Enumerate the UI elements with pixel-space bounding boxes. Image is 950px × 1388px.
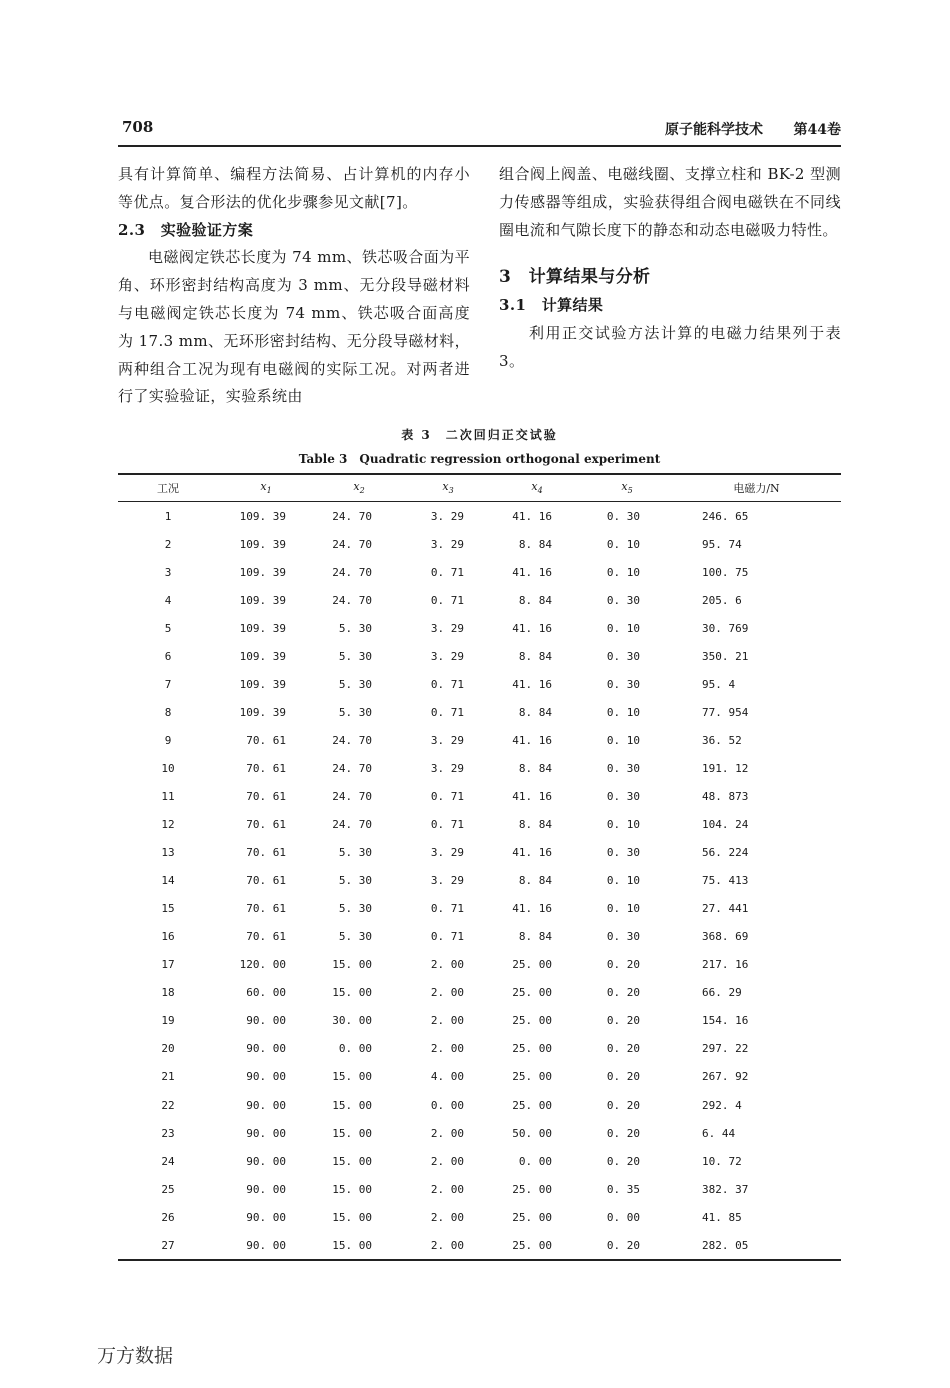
table-cell: 25 xyxy=(161,1182,175,1196)
table-cell: 0. 71 xyxy=(430,565,464,579)
table-cell: 0. 10 xyxy=(606,874,640,888)
table-cell: 246. 65 xyxy=(702,509,749,523)
table-cell: 6 xyxy=(164,649,172,663)
table-cell: 8. 84 xyxy=(518,874,552,888)
table-cell: 70. 61 xyxy=(246,874,286,888)
table-row xyxy=(118,698,841,726)
table-cell: 267. 92 xyxy=(702,1070,749,1084)
table-cell: 25. 00 xyxy=(512,1210,552,1224)
table-row xyxy=(118,839,841,867)
table-cell: 10 xyxy=(161,761,175,775)
table-cell: 25. 00 xyxy=(512,958,552,972)
column-header: 工况 xyxy=(118,474,218,502)
table-cell: 30. 769 xyxy=(702,621,749,635)
table-row xyxy=(118,1063,841,1091)
table-cell: 0. 71 xyxy=(430,677,464,691)
table-cell: 109. 39 xyxy=(239,593,286,607)
table-cell: 95. 4 xyxy=(702,677,736,691)
table-cell: 5. 30 xyxy=(338,649,372,663)
table-cell: 0. 71 xyxy=(430,789,464,803)
table-row xyxy=(118,1231,841,1260)
table-cell: 5. 30 xyxy=(338,930,372,944)
table-cell: 3. 29 xyxy=(430,733,464,747)
table-cell: 70. 61 xyxy=(246,846,286,860)
table-row xyxy=(118,670,841,698)
table-cell: 15. 00 xyxy=(332,1070,372,1084)
table-cell: 5. 30 xyxy=(338,846,372,860)
table-cell: 104. 24 xyxy=(702,818,749,832)
table-cell: 90. 00 xyxy=(218,1231,314,1260)
table-cell: 2. 00 xyxy=(430,986,464,1000)
table-cell: 50. 00 xyxy=(512,1126,552,1140)
table-cell: 109. 39 xyxy=(239,565,286,579)
table-cell: 0. 71 xyxy=(430,705,464,719)
table-cell: 24. 70 xyxy=(332,733,372,747)
table-row xyxy=(118,867,841,895)
table-cell: 8. 84 xyxy=(518,537,552,551)
table-cell: 41. 16 xyxy=(512,846,552,860)
table-cell: 41. 16 xyxy=(512,733,552,747)
table-cell: 11 xyxy=(161,789,175,803)
table-row xyxy=(118,951,841,979)
table-cell: 41. 16 xyxy=(512,902,552,916)
header-rule xyxy=(118,145,841,147)
paragraph: 组合阀上阀盖、电磁线圈、支撑立柱和 BK-2 型测力传感器等组成，实验获得组合阀电磁铁在不同线圈电流和气隙长度下的静态和动态电磁吸力特性。 xyxy=(499,165,841,239)
table-cell: 90. 00 xyxy=(246,1154,286,1168)
table-cell: 100. 75 xyxy=(702,565,749,579)
column-header: $x_1$ xyxy=(218,474,314,502)
table-cell: 90. 00 xyxy=(246,1182,286,1196)
table-cell: 0. 20 xyxy=(606,1154,640,1168)
table-cell: 4 xyxy=(164,593,172,607)
table-cell: 70. 61 xyxy=(246,733,286,747)
section-heading-3-1: 3.1 计算结果 xyxy=(499,296,604,315)
table-cell: 2. 00 xyxy=(430,1210,464,1224)
table-cell: 25. 00 xyxy=(512,1182,552,1196)
table-cell: 25. 00 xyxy=(512,986,552,1000)
table-cell: 75. 413 xyxy=(702,874,749,888)
table-cell: 0. 10 xyxy=(606,733,640,747)
table-cell: 109. 39 xyxy=(239,705,286,719)
table-cell: 3. 29 xyxy=(430,761,464,775)
column-header: $x_4$ xyxy=(492,474,582,502)
table-cell: 5. 30 xyxy=(338,621,372,635)
table-cell: 0. 30 xyxy=(606,649,640,663)
data-table xyxy=(118,473,841,1261)
section-heading-2-3: 2.3 实验验证方案 xyxy=(118,220,254,239)
table-cell: 8. 84 xyxy=(518,761,552,775)
table-cell: 25. 00 xyxy=(512,1070,552,1084)
table-row xyxy=(118,614,841,642)
table-row xyxy=(118,754,841,782)
table-row xyxy=(118,726,841,754)
table-cell: 0. 30 xyxy=(606,677,640,691)
table-row xyxy=(118,1175,841,1203)
table-cell: 2 xyxy=(164,537,172,551)
table-cell: 0. 30 xyxy=(606,846,640,860)
table-cell: 24. 70 xyxy=(332,509,372,523)
table-cell: 0. 20 xyxy=(606,1014,640,1028)
table-cell: 70. 61 xyxy=(246,902,286,916)
table-row xyxy=(118,642,841,670)
table-cell: 8. 84 xyxy=(518,705,552,719)
table-cell: 25. 00 xyxy=(512,1098,552,1112)
table-cell: 70. 61 xyxy=(246,789,286,803)
column-header: $x_5$ xyxy=(582,474,672,502)
table-cell: 12 xyxy=(161,818,175,832)
table-cell: 0. 71 xyxy=(430,930,464,944)
table-cell: 21 xyxy=(161,1070,175,1084)
table-cell: 15. 00 xyxy=(332,1098,372,1112)
table-cell: 16 xyxy=(161,930,175,944)
table-row xyxy=(118,1007,841,1035)
table-cell: 0. 30 xyxy=(606,593,640,607)
table-cell: 70. 61 xyxy=(246,930,286,944)
table-cell: 5. 30 xyxy=(338,677,372,691)
table-cell: 41. 16 xyxy=(512,621,552,635)
table-cell: 41. 16 xyxy=(512,789,552,803)
table-row xyxy=(118,895,841,923)
table-cell: 0. 10 xyxy=(606,705,640,719)
table-cell: 5. 30 xyxy=(338,874,372,888)
table-cell: 24. 70 xyxy=(332,565,372,579)
table-cell: 8. 84 xyxy=(518,818,552,832)
table-cell: 15. 00 xyxy=(332,1210,372,1224)
table-cell: 22 xyxy=(161,1098,175,1112)
table-cell: 2. 00 xyxy=(430,1126,464,1140)
table-cell: 2. 00 xyxy=(430,1042,464,1056)
table-cell: 120. 00 xyxy=(239,958,286,972)
table-cell: 60. 00 xyxy=(246,986,286,1000)
table-cell: 15. 00 xyxy=(332,1182,372,1196)
table-cell: 0. 20 xyxy=(582,1231,672,1260)
table-cell: 5 xyxy=(164,621,172,635)
table-cell: 41. 16 xyxy=(512,509,552,523)
table-cell: 0. 20 xyxy=(606,1126,640,1140)
table-cell: 0. 10 xyxy=(606,621,640,635)
table-cell: 7 xyxy=(164,677,172,691)
table-cell: 0. 30 xyxy=(606,930,640,944)
table-cell: 90. 00 xyxy=(246,1126,286,1140)
table-cell: 24 xyxy=(161,1154,175,1168)
table-cell: 282. 05 xyxy=(672,1231,841,1260)
table-row xyxy=(118,1119,841,1147)
table-cell: 90. 00 xyxy=(246,1014,286,1028)
table-cell: 90. 00 xyxy=(246,1210,286,1224)
table-cell: 90. 00 xyxy=(246,1070,286,1084)
table-row xyxy=(118,530,841,558)
table-cell: 70. 61 xyxy=(246,761,286,775)
table-row xyxy=(118,979,841,1007)
table-cell: 10. 72 xyxy=(702,1154,742,1168)
table-cell: 23 xyxy=(161,1126,175,1140)
table-cell: 41. 16 xyxy=(512,677,552,691)
table-cell: 15. 00 xyxy=(314,1231,404,1260)
table-cell: 19 xyxy=(161,1014,175,1028)
table-cell: 24. 70 xyxy=(332,537,372,551)
table-cell: 2. 00 xyxy=(430,1154,464,1168)
table-cell: 0. 00 xyxy=(518,1154,552,1168)
table-cell: 6. 44 xyxy=(702,1126,736,1140)
table-cell: 0. 71 xyxy=(430,593,464,607)
table-cell: 15. 00 xyxy=(332,1126,372,1140)
table-cell: 14 xyxy=(161,874,175,888)
table-cell: 17 xyxy=(161,958,175,972)
table-cell: 5. 30 xyxy=(338,902,372,916)
table-cell: 27. 441 xyxy=(702,902,749,916)
table-cell: 8. 84 xyxy=(518,649,552,663)
table-cell: 205. 6 xyxy=(702,593,742,607)
table-cell: 8. 84 xyxy=(518,930,552,944)
table-cell: 0. 10 xyxy=(606,902,640,916)
table-cell: 66. 29 xyxy=(702,986,742,1000)
table-cell: 8 xyxy=(164,705,172,719)
column-header: $x_2$ xyxy=(314,474,404,502)
table-cell: 20 xyxy=(161,1042,175,1056)
column-header: 电磁力/N xyxy=(672,474,841,502)
table-cell: 24. 70 xyxy=(332,761,372,775)
table-cell: 2. 00 xyxy=(430,1014,464,1028)
table-cell: 25. 00 xyxy=(492,1231,582,1260)
table-cell: 0. 10 xyxy=(606,818,640,832)
running-header xyxy=(118,118,841,140)
table-cell: 3. 29 xyxy=(430,846,464,860)
table-cell: 2. 00 xyxy=(430,958,464,972)
table-cell: 154. 16 xyxy=(702,1014,749,1028)
column-header: $x_3$ xyxy=(404,474,492,502)
table-cell: 0. 71 xyxy=(430,818,464,832)
table-cell: 95. 74 xyxy=(702,537,742,551)
watermark: 万方数据 xyxy=(97,1345,174,1367)
table-cell: 217. 16 xyxy=(702,958,749,972)
table-cell: 109. 39 xyxy=(239,509,286,523)
table-cell: 109. 39 xyxy=(239,621,286,635)
table-cell: 350. 21 xyxy=(702,649,749,663)
table-cell: 0. 71 xyxy=(430,902,464,916)
section-heading-3: 3 计算结果与分析 xyxy=(499,267,651,288)
table-row xyxy=(118,1147,841,1175)
page-number: 708 xyxy=(122,118,154,136)
table-cell: 15. 00 xyxy=(332,986,372,1000)
paragraph: 电磁阀定铁芯长度为 74 mm、铁芯吸合面为平角、环形密封结构高度为 3 mm、无分段导磁材料与电磁阀定铁芯长度为 74 mm、铁芯吸合面高度为 17.3 mm、无环形密封结构、无分段导磁材料，两种组合工况为现有电磁阀的实际工况。对两者进行了实验验证，实验系统由 xyxy=(118,248,470,406)
table-header-row xyxy=(118,474,841,502)
table-cell: 1 xyxy=(164,509,172,523)
table-caption-zh: 表 3 二次回归正交试验 xyxy=(401,428,558,442)
table-cell: 30. 00 xyxy=(332,1014,372,1028)
table-cell: 18 xyxy=(161,986,175,1000)
table-cell: 15. 00 xyxy=(332,958,372,972)
table-cell: 109. 39 xyxy=(239,677,286,691)
table-cell: 27 xyxy=(118,1231,218,1260)
table-row xyxy=(118,782,841,810)
table-cell: 3. 29 xyxy=(430,874,464,888)
table-cell: 0. 00 xyxy=(606,1210,640,1224)
table-cell: 13 xyxy=(161,846,175,860)
table-cell: 0. 20 xyxy=(606,986,640,1000)
table-row xyxy=(118,502,841,531)
table-cell: 368. 69 xyxy=(702,930,749,944)
table-cell: 0. 20 xyxy=(606,958,640,972)
table-cell: 0. 35 xyxy=(606,1182,640,1196)
table-cell: 41. 85 xyxy=(702,1210,742,1224)
table-cell: 26 xyxy=(161,1210,175,1224)
table-cell: 25. 00 xyxy=(512,1042,552,1056)
journal-volume: 第44卷 xyxy=(793,122,841,138)
table-row xyxy=(118,1091,841,1119)
table-cell: 0. 00 xyxy=(430,1098,464,1112)
table-cell: 0. 00 xyxy=(338,1042,372,1056)
table-cell: 41. 16 xyxy=(512,565,552,579)
paragraph: 具有计算简单、编程方法简易、占计算机的内存小等优点。复合形法的优化步骤参见文献[7]。 xyxy=(118,165,470,211)
table-cell: 56. 224 xyxy=(702,846,749,860)
table-cell: 0. 30 xyxy=(606,761,640,775)
table-cell: 77. 954 xyxy=(702,705,749,719)
table-cell: 0. 20 xyxy=(606,1070,640,1084)
table-cell: 3. 29 xyxy=(430,649,464,663)
table-row xyxy=(118,1203,841,1231)
journal-name: 原子能科学技术 xyxy=(665,122,763,138)
table-cell: 109. 39 xyxy=(239,649,286,663)
table-cell: 5. 30 xyxy=(338,705,372,719)
table-cell: 2. 00 xyxy=(404,1231,492,1260)
table-cell: 70. 61 xyxy=(246,818,286,832)
left-column xyxy=(118,161,470,411)
table-cell: 0. 30 xyxy=(606,789,640,803)
table-row xyxy=(118,1035,841,1063)
table-cell: 90. 00 xyxy=(246,1098,286,1112)
table-cell: 0. 20 xyxy=(606,1042,640,1056)
table-cell: 297. 22 xyxy=(702,1042,749,1056)
table-cell: 24. 70 xyxy=(332,789,372,803)
table-cell: 0. 20 xyxy=(606,1098,640,1112)
table-cell: 3. 29 xyxy=(430,509,464,523)
table-caption-en: Table 3 Quadratic regression orthogonal experiment xyxy=(298,452,661,466)
right-column xyxy=(499,161,841,376)
table-cell: 382. 37 xyxy=(702,1182,749,1196)
table-row xyxy=(118,923,841,951)
table-row xyxy=(118,586,841,614)
paragraph: 利用正交试验方法计算的电磁力结果列于表 3。 xyxy=(499,323,841,370)
table-cell: 109. 39 xyxy=(239,537,286,551)
table-cell: 24. 70 xyxy=(332,818,372,832)
table-cell: 4. 00 xyxy=(430,1070,464,1084)
table-cell: 15 xyxy=(161,902,175,916)
table-cell: 3 xyxy=(164,565,172,579)
table-cell: 15. 00 xyxy=(332,1154,372,1168)
table-cell: 0. 10 xyxy=(606,537,640,551)
table-cell: 0. 30 xyxy=(606,509,640,523)
table-cell: 25. 00 xyxy=(512,1014,552,1028)
table-row xyxy=(118,811,841,839)
table-cell: 3. 29 xyxy=(430,621,464,635)
table-cell: 90. 00 xyxy=(246,1042,286,1056)
table-cell: 2. 00 xyxy=(430,1182,464,1196)
table-cell: 36. 52 xyxy=(702,733,742,747)
table-row xyxy=(118,558,841,586)
table-cell: 3. 29 xyxy=(430,537,464,551)
table-cell: 0. 10 xyxy=(606,565,640,579)
table-cell: 48. 873 xyxy=(702,789,749,803)
table-cell: 292. 4 xyxy=(702,1098,742,1112)
table-cell: 24. 70 xyxy=(332,593,372,607)
table-cell: 191. 12 xyxy=(702,761,749,775)
table-cell: 8. 84 xyxy=(518,593,552,607)
table-cell: 9 xyxy=(164,733,172,747)
